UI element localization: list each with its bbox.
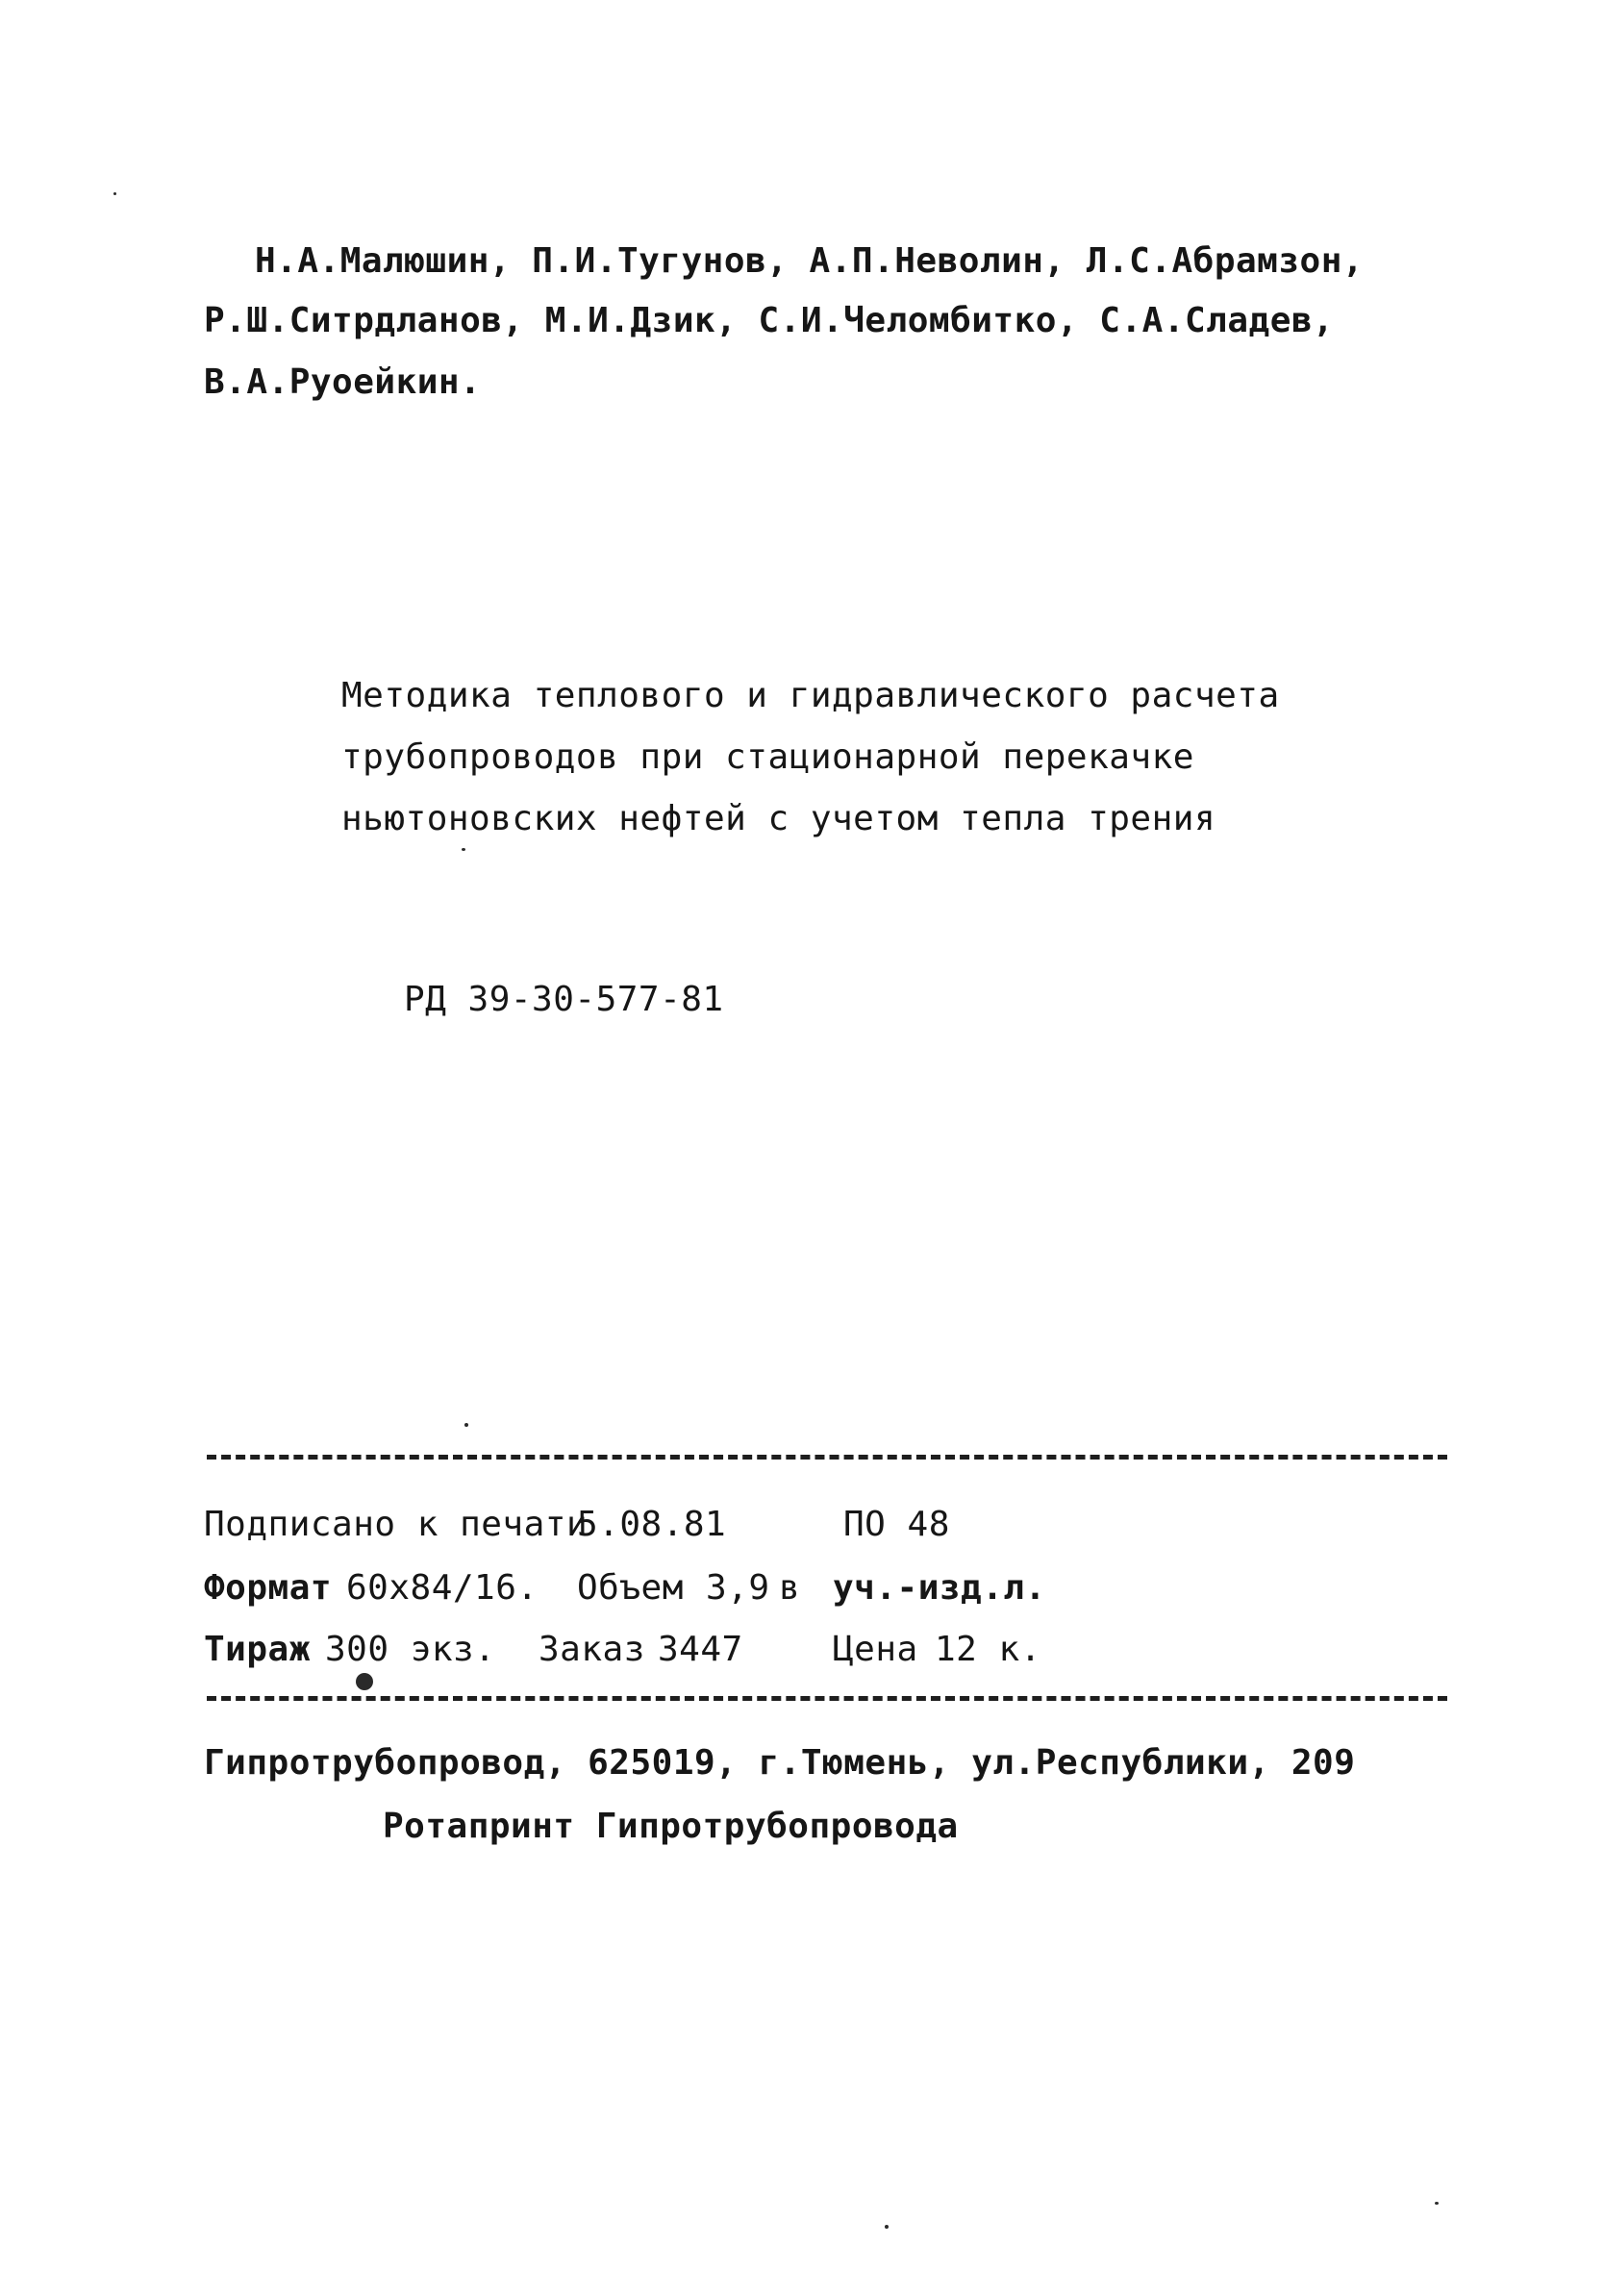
order-value: 3447 <box>658 1630 743 1669</box>
price-value: 12 к. <box>935 1630 1041 1669</box>
run-value: 300 экз. <box>325 1630 496 1669</box>
ink-blot <box>356 1673 373 1690</box>
run-label: Тираж <box>204 1630 311 1669</box>
scan-speck <box>1435 2202 1439 2205</box>
order-label: Заказ <box>539 1630 645 1669</box>
format-label: Формат <box>204 1568 333 1608</box>
scan-speck <box>462 848 465 851</box>
authors-line-2: Р.Ш.Ситрдланов, М.И.Дзик, С.И.Челомбитко, С.А.Сладев, <box>204 301 1335 340</box>
volume-value: 3,9 <box>706 1568 770 1608</box>
document-code: РД 39-30-577-81 <box>404 980 724 1019</box>
title-line-2: трубопроводов при стационарной перекачке <box>341 737 1194 777</box>
separator-bottom <box>207 1696 1447 1701</box>
publisher-address: Гипротрубопровод, 625019, г.Тюмень, ул.Республики, 209 <box>204 1743 1356 1783</box>
scan-speck <box>464 1423 468 1427</box>
price-label: Цена <box>833 1630 918 1669</box>
po-number: ПО 48 <box>843 1505 950 1544</box>
separator-top <box>207 1455 1447 1460</box>
signed-label: Подписано к печати <box>204 1505 589 1544</box>
volume-label: Объем <box>577 1568 684 1608</box>
scan-speck <box>113 192 116 195</box>
scan-speck <box>885 2225 889 2229</box>
title-line-1: Методика теплового и гидравлического расчета <box>341 676 1280 715</box>
volume-type: уч.-изд.л. <box>833 1568 1046 1608</box>
title-line-3: ньютоновских нефтей с учетом тепла трения <box>341 799 1216 838</box>
format-value: 60x84/16. <box>346 1568 539 1608</box>
volume-unit: в <box>779 1568 801 1608</box>
authors-line-3: В.А.Руоейкин. <box>204 362 482 402</box>
authors-line-1: Н.А.Малюшин, П.И.Тугунов, А.П.Неволин, Л.С.Абрамзон, <box>255 241 1365 281</box>
signed-date: 5.08.81 <box>577 1505 727 1544</box>
printing-house: Ротапринт Гипротрубопровода <box>383 1807 959 1846</box>
